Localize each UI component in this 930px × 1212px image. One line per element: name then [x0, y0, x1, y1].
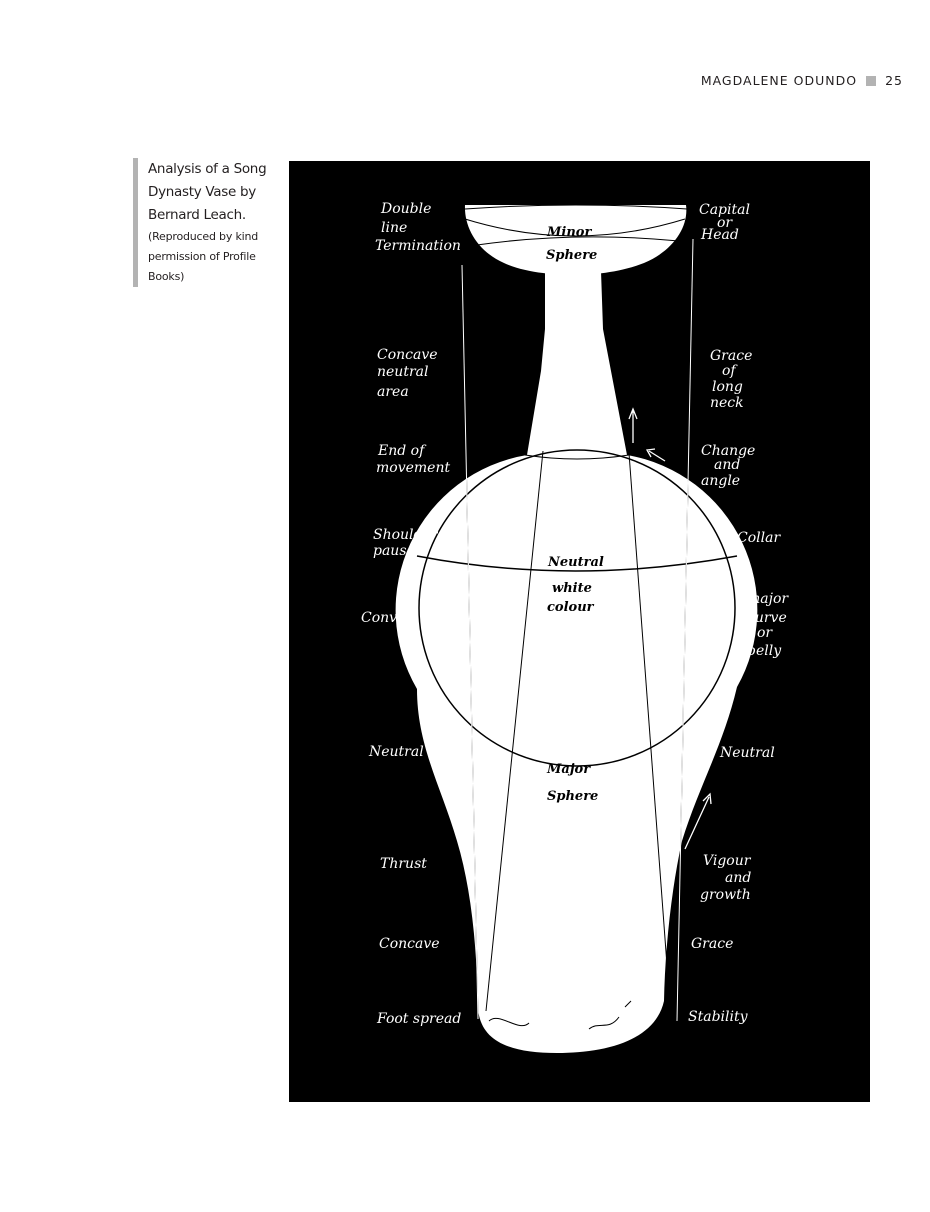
running-title: MAGDALENE ODUNDO — [700, 73, 858, 88]
label-area: area — [377, 384, 409, 400]
label-angle: angle — [701, 473, 741, 489]
header-separator-square — [866, 76, 876, 86]
vase-drawing — [289, 161, 870, 1102]
label-and-1: and — [714, 457, 741, 473]
label-concave-lower: Concave — [379, 936, 440, 952]
label-belly: belly — [747, 643, 782, 659]
label-or: or — [757, 625, 773, 641]
label-major: major — [747, 591, 789, 607]
label-convex: Convex — [361, 610, 414, 626]
label-neutral-area-1: neutral — [377, 364, 429, 380]
label-sphere-major: Sphere — [547, 789, 599, 804]
label-sphere-minor: Sphere — [546, 248, 598, 263]
label-foot-spread: Foot spread — [377, 1011, 462, 1027]
label-growth: growth — [700, 887, 751, 903]
page-number: 25 — [885, 73, 903, 88]
label-pause: pause — [373, 543, 415, 559]
label-curve: curve — [747, 610, 787, 626]
label-termination: Termination — [375, 238, 461, 254]
caption-credit: (Reproduced by kind permission of Profile Books) — [148, 230, 259, 283]
label-end-of: End of — [378, 443, 425, 459]
label-grace-lower: Grace — [691, 936, 734, 952]
label-change: Change — [701, 443, 756, 459]
label-stability: Stability — [688, 1009, 748, 1025]
caption-text: Analysis of a Song Dynasty Vase by Bernard Leach. — [148, 161, 267, 223]
label-neutral-left: Neutral — [369, 744, 424, 760]
label-colour: colour — [547, 600, 594, 615]
label-long: long — [712, 379, 743, 395]
label-neck: neck — [710, 395, 744, 411]
label-collar: Collar — [737, 530, 781, 546]
label-major-inner: Major — [547, 762, 591, 777]
label-shoulder: Shoulder — [373, 527, 438, 543]
label-double: Double — [381, 201, 432, 217]
label-capital: Capital — [699, 202, 750, 218]
vase-lip — [465, 205, 686, 275]
label-neutral-right: Neutral — [720, 745, 775, 761]
running-head — [701, 73, 903, 88]
figure-caption — [133, 158, 280, 287]
label-and-2: and — [725, 870, 752, 886]
label-neutral-inner: Neutral — [548, 555, 604, 570]
label-head: Head — [701, 227, 739, 243]
label-movement: movement — [376, 460, 451, 476]
label-vigour: Vigour — [703, 853, 751, 869]
label-concave: Concave — [377, 347, 438, 363]
label-minor: Minor — [547, 225, 592, 240]
vase-analysis-figure — [289, 161, 870, 1102]
label-of: of — [722, 363, 736, 379]
label-or-head: or — [717, 215, 733, 231]
label-grace: Grace — [710, 348, 753, 364]
label-thrust: Thrust — [380, 856, 427, 872]
label-white: white — [552, 581, 592, 596]
label-line: line — [381, 220, 408, 236]
